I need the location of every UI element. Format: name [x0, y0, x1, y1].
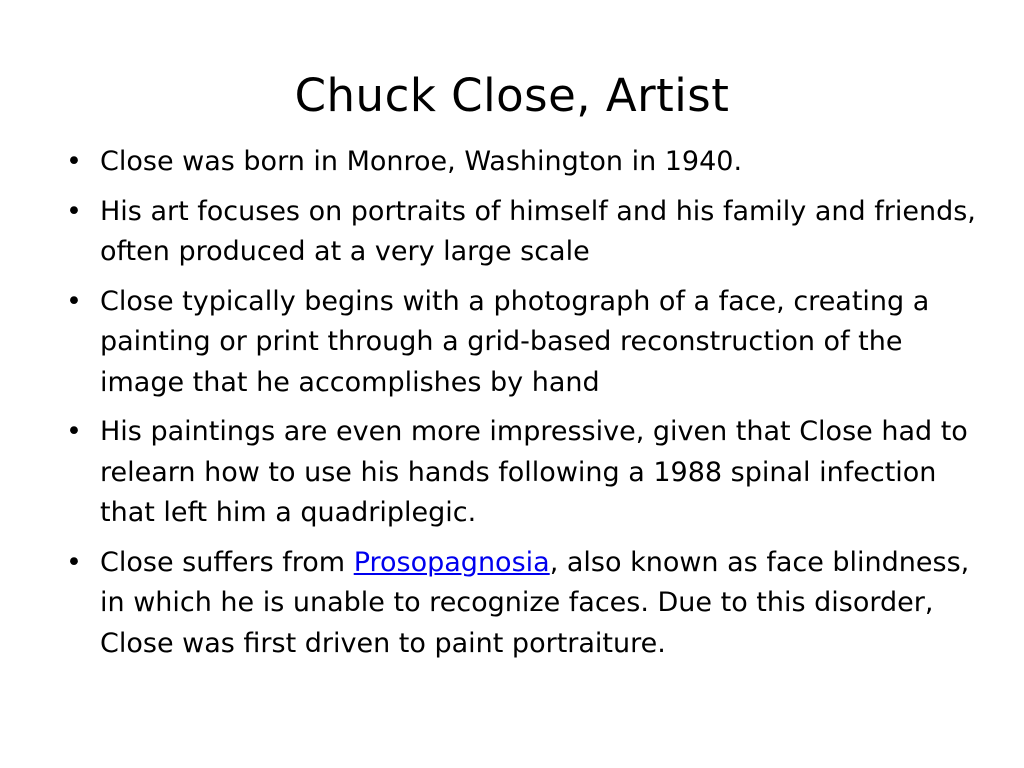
bullet-list [66, 142, 980, 673]
bullet-text: Close was born in Monroe, Washington in 1940. [100, 146, 743, 177]
bullet-icon: • [66, 285, 82, 317]
bullet-item-portraits [66, 192, 980, 273]
prosopagnosia-link[interactable]: Prosopagnosia [353, 546, 550, 578]
bullet-item-paintings [66, 412, 980, 534]
bullet-text-before-link: Close suffers from [100, 546, 354, 578]
slide-title: Chuck Close, Artist [294, 69, 730, 122]
bullet-icon: • [66, 195, 82, 227]
bullet-icon: • [66, 546, 82, 578]
bullet-text: Close typically begins with a photograph of a face, creating a painting or print through a grid-based reconstruction of the image that he accomplishes by hand [100, 285, 930, 398]
bullet-icon: • [66, 416, 82, 447]
bullet-text: His paintings are even more impressive, given that Close had to relearn how to use his hands following a 1988 spinal infection that left him a quadriplegic. [100, 416, 968, 528]
bullet-item-process [66, 282, 980, 404]
bullet-icon: • [66, 146, 82, 177]
bullet-item-prosopagnosia [66, 543, 980, 665]
bullet-item-born [66, 142, 980, 183]
bullet-text: His art focuses on portraits of himself and his family and friends, often produced at a very large scale [100, 195, 976, 267]
bullet-text-after-link: , also known as face blindness, in which he is unable to recognize faces. Due to this disorder, Close was first driven to paint portraiture. [100, 546, 970, 659]
